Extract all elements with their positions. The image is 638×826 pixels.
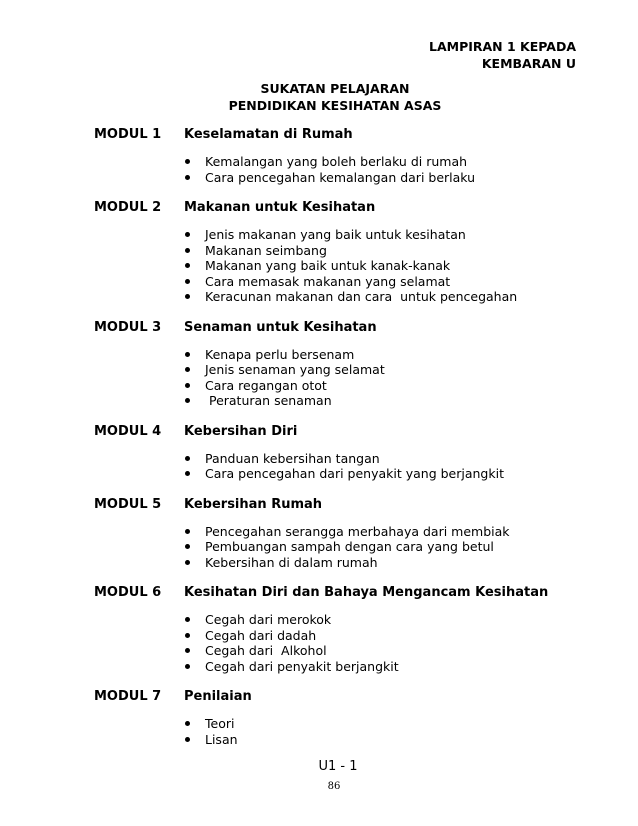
module-title: Penilaian <box>184 689 252 704</box>
module-topic-item <box>184 451 614 467</box>
module-title: Makanan untuk Kesihatan <box>184 200 376 215</box>
module-topic-item <box>184 628 614 644</box>
module-topic-item <box>184 227 614 243</box>
bullet-icon <box>185 248 190 253</box>
module-title: Senaman untuk Kesihatan <box>184 319 377 335</box>
module-topic-item <box>184 732 614 748</box>
module-section <box>94 496 614 571</box>
module-topic-text: Peraturan senaman <box>205 393 332 408</box>
module-topic-text: Kenapa perlu bersenam <box>205 346 355 362</box>
module-topic-text: Jenis makanan yang baik untuk kesihatan <box>205 227 466 242</box>
module-heading <box>94 496 614 513</box>
module-code: MODUL 5 <box>94 496 162 512</box>
bullet-icon <box>185 529 190 534</box>
footer-code <box>0 759 638 774</box>
module-heading <box>94 584 614 601</box>
bullet-icon <box>185 383 190 388</box>
module-topic-list <box>184 154 614 185</box>
module-topic-text: Cegah dari penyakit berjangkit <box>205 658 399 674</box>
module-topic-list <box>184 227 614 305</box>
title-line1: SUKATAN PELAJARAN <box>260 81 410 96</box>
module-topic-text: Jenis senaman yang selamat <box>205 362 385 377</box>
module-topic-text: Makanan yang baik untuk kanak-kanak <box>205 258 451 273</box>
bullet-icon <box>185 367 190 372</box>
module-title: Kesihatan Diri dan Bahaya Mengancam Kesihatan <box>184 585 549 600</box>
module-topic-text: Cara pencegahan kemalangan dari berlaku <box>205 169 476 185</box>
module-topic-text: Makanan seimbang <box>205 242 327 258</box>
module-topic-text: Cegah dari dadah <box>205 627 317 643</box>
bullet-icon <box>185 737 190 742</box>
module-topic-item <box>184 643 614 659</box>
module-heading <box>94 319 614 336</box>
module-section <box>94 199 614 305</box>
module-topic-list <box>184 451 614 482</box>
module-topic-item <box>184 393 614 409</box>
module-heading <box>94 126 614 143</box>
module-code: MODUL 7 <box>94 689 162 704</box>
module-topic-text: Cegah dari Alkohol <box>205 643 327 658</box>
module-topic-list <box>184 612 614 674</box>
bullet-icon <box>185 617 190 622</box>
page-number-text: 86 <box>327 781 341 792</box>
module-topic-item <box>184 716 614 732</box>
module-topic-list <box>184 716 614 747</box>
module-title: Kebersihan Diri <box>184 423 298 439</box>
module-section <box>94 319 614 409</box>
module-section <box>94 688 614 747</box>
bullet-icon <box>185 471 190 476</box>
module-topic-list <box>184 524 614 571</box>
module-topic-item <box>184 659 614 675</box>
module-topic-item <box>184 258 614 274</box>
module-topic-item <box>184 289 614 305</box>
module-topic-text: Pencegahan serangga merbahaya dari membiak <box>205 523 510 539</box>
module-topic-item <box>184 378 614 394</box>
module-topic-item <box>184 170 614 186</box>
module-title: Keselamatan di Rumah <box>184 127 353 142</box>
footer-code-text: U1 - 1 <box>318 759 358 774</box>
module-heading <box>94 688 614 705</box>
bullet-icon <box>185 175 190 180</box>
module-topic-text: Kemalangan yang boleh berlaku di rumah <box>205 154 468 169</box>
module-heading <box>94 199 614 216</box>
bullet-icon <box>185 279 190 284</box>
module-list <box>94 126 614 761</box>
module-topic-text: Kebersihan di dalam rumah <box>205 554 378 570</box>
module-title: Kebersihan Rumah <box>184 496 323 512</box>
document-title <box>0 80 638 114</box>
bullet-icon <box>185 294 190 299</box>
module-topic-text: Keracunan makanan dan cara untuk pencegahan <box>205 289 518 304</box>
module-heading <box>94 423 614 440</box>
module-section <box>94 584 614 674</box>
module-section <box>94 126 614 185</box>
bullet-icon <box>185 544 190 549</box>
module-topic-text: Pembuangan sampah dengan cara yang betul <box>205 539 494 554</box>
module-topic-text: Cara regangan otot <box>205 377 327 393</box>
bullet-icon <box>185 560 190 565</box>
module-topic-text: Cara pencegahan dari penyakit yang berjangkit <box>205 466 504 481</box>
module-code: MODUL 3 <box>94 319 162 335</box>
module-topic-item <box>184 243 614 259</box>
bullet-icon <box>185 263 190 268</box>
module-topic-item <box>184 555 614 571</box>
attachment-header <box>429 38 576 72</box>
page-number <box>0 781 638 792</box>
attachment-header-line2: KEMBARAN U <box>481 56 576 71</box>
module-topic-item <box>184 274 614 290</box>
bullet-icon <box>185 456 190 461</box>
module-code: MODUL 1 <box>94 127 162 142</box>
bullet-icon <box>185 232 190 237</box>
bullet-icon <box>185 398 190 403</box>
bullet-icon <box>185 664 190 669</box>
module-code: MODUL 2 <box>94 200 162 215</box>
bullet-icon <box>185 721 190 726</box>
module-topic-item <box>184 362 614 378</box>
module-topic-item <box>184 524 614 540</box>
bullet-icon <box>185 648 190 653</box>
module-topic-text: Lisan <box>205 731 238 747</box>
module-topic-text: Panduan kebersihan tangan <box>205 450 380 466</box>
attachment-header-line1: LAMPIRAN 1 KEPADA <box>428 39 576 54</box>
bullet-icon <box>185 159 190 164</box>
module-section <box>94 423 614 482</box>
module-topic-item <box>184 612 614 628</box>
title-line2: PENDIDIKAN KESIHATAN ASAS <box>228 98 442 113</box>
bullet-icon <box>185 352 190 357</box>
module-topic-text: Cara memasak makanan yang selamat <box>205 273 451 289</box>
module-topic-item <box>184 154 614 170</box>
module-topic-item <box>184 539 614 555</box>
module-topic-item <box>184 466 614 482</box>
module-topic-text: Teori <box>205 716 235 731</box>
module-code: MODUL 4 <box>94 423 162 439</box>
module-code: MODUL 6 <box>94 585 162 600</box>
module-topic-list <box>184 347 614 409</box>
bullet-icon <box>185 633 190 638</box>
module-topic-text: Cegah dari merokok <box>205 612 332 627</box>
module-topic-item <box>184 347 614 363</box>
